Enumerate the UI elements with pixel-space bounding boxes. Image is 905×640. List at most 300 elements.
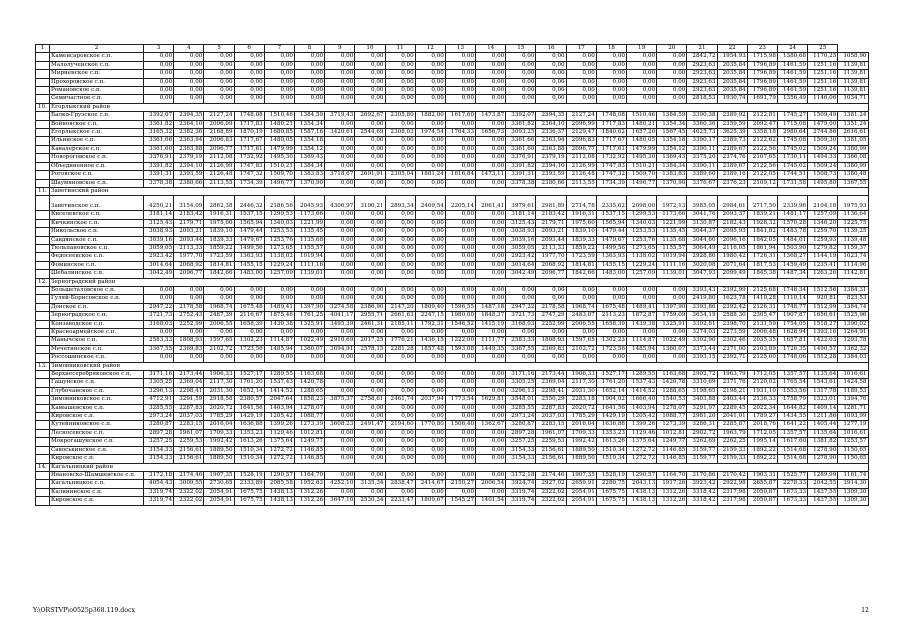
value-cell: 1312,26: [294, 488, 324, 496]
header-cell: 21: [687, 45, 717, 53]
value-cell: 1814,81: [566, 261, 596, 269]
value-cell: 2302,46: [717, 337, 747, 345]
value-cell: 0,00: [476, 236, 506, 244]
value-cell: 1730,11: [777, 154, 807, 162]
value-cell: 3378,38: [144, 179, 174, 187]
value-cell: 1146,85: [657, 446, 687, 454]
value-cell: 0,00: [264, 87, 294, 95]
value-cell: 2918,58: [204, 396, 234, 404]
value-cell: 0,00: [445, 429, 475, 437]
value-cell: 1354,12: [657, 145, 687, 153]
value-cell: 2170,42: [717, 471, 747, 479]
value-cell: 3274,03: [687, 329, 717, 337]
value-cell: 0,00: [355, 70, 385, 78]
value-cell: 2369,83: [174, 345, 204, 353]
value-cell: 1510,46: [627, 112, 657, 120]
value-cell: 3378,38: [506, 179, 536, 187]
value-cell: 1980,42: [717, 253, 747, 261]
value-cell: 2339,96: [777, 196, 807, 211]
value-cell: 3923,42: [687, 480, 717, 488]
value-cell: 3302,90: [687, 337, 717, 345]
value-cell: 2281,28: [385, 345, 415, 353]
table-row: [36, 329, 869, 337]
value-cell: 1975,60: [204, 219, 234, 227]
value-cell: 2308,03: [385, 129, 415, 137]
value-cell: 1381,05: [838, 137, 868, 145]
settlement-name: Романовское с.п.: [50, 87, 144, 95]
value-cell: 2955,71: [355, 312, 385, 320]
value-cell: 2530,34: [355, 497, 385, 505]
value-cell: 3038,93: [144, 228, 174, 236]
value-cell: 2717,50: [747, 196, 777, 211]
table-row: [36, 145, 869, 153]
value-cell: 1644,82: [777, 404, 807, 412]
value-cell: 0,00: [325, 371, 355, 379]
value-cell: 3376,91: [506, 154, 536, 162]
value-cell: 1479,67: [596, 236, 626, 244]
value-cell: 0,00: [385, 120, 415, 128]
value-cell: 0,00: [476, 219, 506, 227]
value-cell: 1744,51: [777, 171, 807, 179]
row-index-cell: [36, 87, 50, 95]
value-cell: 1159,37: [838, 244, 868, 252]
value-cell: 2037,94: [415, 396, 445, 404]
value-cell: 1748,34: [777, 286, 807, 294]
value-cell: 0,00: [476, 261, 506, 269]
value-cell: 1380,99: [838, 162, 868, 170]
value-cell: 1264,91: [838, 329, 868, 337]
value-cell: 2117,30: [566, 379, 596, 387]
value-cell: 0,00: [627, 87, 657, 95]
value-cell: 0,00: [144, 95, 174, 103]
value-cell: 1817,53: [747, 261, 777, 269]
value-cell: 0,00: [506, 286, 536, 294]
value-cell: 0,00: [445, 70, 475, 78]
value-cell: 1251,16: [808, 87, 838, 95]
value-cell: 2923,42: [144, 253, 174, 261]
row-index-cell: [36, 78, 50, 86]
value-cell: 1437,55: [808, 497, 838, 505]
value-cell: 1512,99: [808, 303, 838, 311]
value-cell: 2120,02: [747, 379, 777, 387]
value-cell: 1367,55: [838, 179, 868, 187]
value-cell: 1139,01: [294, 270, 324, 278]
value-cell: 2122,56: [747, 162, 777, 170]
district-name: Кагальницкий район: [50, 463, 869, 471]
value-cell: 1734,39: [234, 179, 264, 187]
value-cell: 2910,69: [325, 337, 355, 345]
row-index-cell: [36, 154, 50, 162]
settlement-name: Кутейниковское с.п.: [50, 421, 144, 429]
value-cell: 1974,54: [415, 129, 445, 137]
value-cell: 0,00: [445, 404, 475, 412]
value-cell: 0,00: [355, 137, 385, 145]
settlement-name: Савоськинское с.п.: [50, 446, 144, 454]
value-cell: 1312,26: [657, 488, 687, 496]
value-cell: 1135,64: [808, 371, 838, 379]
value-cell: 3168,03: [506, 320, 536, 328]
value-cell: 2136,33: [747, 396, 777, 404]
value-cell: 1135,64: [808, 429, 838, 437]
value-cell: 1657,81: [777, 337, 807, 345]
value-cell: 0,00: [325, 154, 355, 162]
value-cell: 2006,55: [566, 320, 596, 328]
value-cell: 1906,33: [566, 371, 596, 379]
value-cell: 0,00: [204, 78, 234, 86]
value-cell: 1848,37: [476, 312, 506, 320]
table-row: [36, 471, 869, 479]
value-cell: 1473,87: [476, 112, 506, 120]
table-row: [36, 497, 869, 505]
value-cell: 2371,76: [717, 379, 747, 387]
value-cell: 1390,02: [838, 320, 868, 328]
value-cell: 3390,17: [687, 137, 717, 145]
value-cell: 3694,91: [325, 345, 355, 353]
value-cell: 1508,73: [808, 171, 838, 179]
value-cell: 1363,93: [234, 253, 264, 261]
value-cell: 0,00: [355, 295, 385, 303]
value-cell: 1353,23: [596, 429, 626, 437]
header-cell: 16: [536, 45, 566, 53]
value-cell: 0,00: [536, 286, 566, 294]
value-cell: 1381,82: [808, 438, 838, 446]
value-cell: 0,00: [325, 87, 355, 95]
value-cell: 1732,92: [234, 154, 264, 162]
value-cell: 2020,72: [204, 404, 234, 412]
value-cell: 0,00: [627, 61, 657, 69]
settlement-name: Семичастное с.п.: [50, 95, 144, 103]
value-cell: 3393,43: [687, 286, 717, 294]
value-cell: 2150,27: [445, 480, 475, 488]
value-cell: 2092,47: [747, 120, 777, 128]
value-cell: 2317,98: [717, 497, 747, 505]
settlement-name: Манычское с.п.: [50, 337, 144, 345]
header-cell: 12: [415, 45, 445, 53]
row-index-cell: [36, 129, 50, 137]
value-cell: 0,00: [445, 219, 475, 227]
row-index-cell: [36, 396, 50, 404]
value-cell: 1839,10: [566, 228, 596, 236]
value-cell: 0,00: [476, 270, 506, 278]
value-cell: 2122,56: [747, 145, 777, 153]
value-cell: 2359,59: [717, 120, 747, 128]
row-index-cell: [36, 61, 50, 69]
value-cell: 4054,43: [144, 480, 174, 488]
value-cell: 0,00: [627, 95, 657, 103]
value-cell: 1278,90: [808, 446, 838, 454]
value-cell: 0,00: [415, 286, 445, 294]
value-cell: 1789,27: [747, 413, 777, 421]
value-cell: 2020,72: [566, 404, 596, 412]
table-row: [36, 396, 869, 404]
district-row: [36, 103, 869, 111]
value-cell: 1449,35: [476, 345, 506, 353]
value-cell: 1709,33: [204, 429, 234, 437]
value-cell: 1858,23: [294, 396, 324, 404]
header-cell: 2: [50, 45, 144, 53]
value-cell: 3154,33: [144, 446, 174, 454]
value-cell: 1299,53: [264, 211, 294, 219]
header-cell: 3: [144, 45, 174, 53]
value-cell: 1489,41: [627, 303, 657, 311]
value-cell: 1496,77: [264, 179, 294, 187]
value-cell: 1173,66: [294, 211, 324, 219]
value-cell: 2393,59: [174, 171, 204, 179]
value-cell: 0,00: [264, 329, 294, 337]
value-cell: 2973,24: [144, 413, 174, 421]
value-cell: 0,00: [445, 228, 475, 236]
value-cell: 0,00: [174, 354, 204, 362]
value-cell: 1129,46: [627, 429, 657, 437]
table-row: [36, 261, 869, 269]
value-cell: 1483,00: [234, 270, 264, 278]
value-cell: 3390,11: [687, 162, 717, 170]
value-cell: 1019,94: [294, 253, 324, 261]
row-index-cell: [36, 270, 50, 278]
header-cell: 23: [747, 45, 777, 53]
value-cell: 0,00: [415, 244, 445, 252]
settlement-name: Каменсаровское с.п.: [50, 53, 144, 61]
value-cell: 0,00: [415, 429, 445, 437]
value-cell: 3390,38: [687, 112, 717, 120]
value-cell: 2923,63: [687, 70, 717, 78]
value-cell: 3165,32: [144, 129, 174, 137]
value-cell: 2335,62: [596, 196, 626, 211]
table-row: [36, 137, 869, 145]
value-cell: 1351,24: [838, 120, 868, 128]
value-cell: 2280,75: [596, 480, 626, 488]
value-cell: 1839,33: [566, 236, 596, 244]
header-cell: 25: [808, 45, 838, 53]
value-cell: 3159,77: [687, 455, 717, 463]
value-cell: 2147,20: [385, 303, 415, 311]
value-cell: 1170,25: [808, 53, 838, 61]
value-cell: 1393,16: [808, 329, 838, 337]
value-cell: 1565,94: [234, 219, 264, 227]
value-cell: 2369,83: [536, 345, 566, 353]
value-cell: 0,00: [476, 137, 506, 145]
value-cell: 1906,33: [204, 371, 234, 379]
value-cell: 1438,13: [627, 488, 657, 496]
value-cell: 1712,05: [747, 371, 777, 379]
value-cell: 0,00: [264, 70, 294, 78]
value-cell: 0,00: [325, 162, 355, 170]
header-cell: 10: [355, 45, 385, 53]
value-cell: 0,00: [445, 354, 475, 362]
value-cell: 2098,00: [627, 196, 657, 211]
value-cell: 2461,31: [355, 320, 385, 328]
value-cell: 1977,70: [536, 253, 566, 261]
value-cell: 1357,57: [777, 371, 807, 379]
value-cell: 1485,94: [264, 345, 294, 353]
value-cell: 2126,99: [566, 162, 596, 170]
value-cell: 0,00: [355, 53, 385, 61]
value-cell: 1839,10: [204, 228, 234, 236]
value-cell: 0,00: [445, 413, 475, 421]
value-cell: 3125,43: [144, 219, 174, 227]
value-cell: 3391,31: [144, 171, 174, 179]
value-cell: 1487,18: [476, 303, 506, 311]
table-row: [36, 379, 869, 387]
value-cell: 2054,91: [566, 488, 596, 496]
value-cell: 0,00: [264, 95, 294, 103]
value-cell: 2035,84: [717, 70, 747, 78]
value-cell: 1093,99: [838, 413, 868, 421]
value-cell: 1975,60: [566, 219, 596, 227]
value-cell: 0,00: [385, 354, 415, 362]
value-cell: 3361,66: [506, 137, 536, 145]
value-cell: 1150,65: [838, 455, 868, 463]
value-cell: 2113,55: [566, 179, 596, 187]
value-cell: 0,00: [174, 87, 204, 95]
value-cell: 0,00: [476, 87, 506, 95]
value-cell: 3367,55: [506, 345, 536, 353]
value-cell: 0,00: [445, 455, 475, 463]
value-cell: 2973,24: [506, 413, 536, 421]
value-cell: 1691,79: [747, 95, 777, 103]
value-cell: 0,00: [144, 61, 174, 69]
value-cell: 0,00: [476, 387, 506, 395]
value-cell: 1675,75: [234, 497, 264, 505]
value-cell: 0,00: [476, 286, 506, 294]
value-cell: 1484,01: [777, 236, 807, 244]
value-cell: 2096,16: [717, 236, 747, 244]
value-cell: 3361,82: [144, 120, 174, 128]
value-cell: 1420,78: [657, 379, 687, 387]
settlement-name: Россошинское с.п.: [50, 354, 144, 362]
value-cell: 0,00: [385, 404, 415, 412]
value-cell: 1354,18: [294, 137, 324, 145]
value-cell: 1362,67: [476, 421, 506, 429]
value-cell: 0,00: [657, 87, 687, 95]
value-cell: 3291,97: [687, 404, 717, 412]
row-index-cell: [36, 345, 50, 353]
value-cell: 1414,52: [627, 387, 657, 395]
row-index-cell: [36, 253, 50, 261]
settlement-name: Кировское с.п.: [50, 455, 144, 463]
value-cell: 1842,66: [566, 270, 596, 278]
value-cell: 3390,11: [687, 145, 717, 153]
value-cell: 1796,89: [747, 87, 777, 95]
value-cell: 0,00: [355, 236, 385, 244]
value-cell: 0,00: [355, 228, 385, 236]
value-cell: 2374,76: [717, 154, 747, 162]
value-cell: 0,00: [385, 154, 415, 162]
value-cell: 1139,25: [838, 228, 868, 236]
value-cell: 1293,78: [838, 337, 868, 345]
value-cell: 1518,27: [808, 320, 838, 328]
value-cell: 0,00: [415, 70, 445, 78]
value-cell: 1461,59: [777, 61, 807, 69]
value-cell: 3420,61: [325, 129, 355, 137]
value-cell: 2174,46: [536, 471, 566, 479]
value-cell: 1903,31: [747, 471, 777, 479]
settlement-name: Гуляй-Борисовское с.п.: [50, 295, 144, 303]
value-cell: 1278,07: [294, 404, 324, 412]
file-path: Y:\ORSTVP\o0525p368.119.docx: [33, 607, 135, 614]
table-row: [36, 387, 869, 395]
value-cell: 2389,67: [717, 162, 747, 170]
value-cell: 0,00: [657, 61, 687, 69]
value-cell: 0,00: [355, 329, 385, 337]
value-cell: 1354,34: [294, 120, 324, 128]
value-cell: 0,00: [385, 87, 415, 95]
value-cell: 0,00: [294, 61, 324, 69]
value-cell: 1088,77: [294, 413, 324, 421]
value-cell: 1509,70: [627, 171, 657, 179]
value-cell: 3375,20: [687, 154, 717, 162]
value-cell: 2127,24: [204, 112, 234, 120]
value-cell: 3038,93: [506, 228, 536, 236]
district-name: Зерноградский район: [50, 278, 869, 286]
value-cell: 2096,83: [566, 137, 596, 145]
value-cell: 1135,68: [294, 236, 324, 244]
value-cell: 1717,67: [596, 137, 626, 145]
value-cell: 0,00: [415, 446, 445, 454]
value-cell: 2198,21: [717, 387, 747, 395]
table-row: [36, 162, 869, 170]
value-cell: 1273,65: [627, 244, 657, 252]
table-row: [36, 171, 869, 179]
value-cell: 0,00: [415, 488, 445, 496]
value-cell: 1164,70: [294, 471, 324, 479]
value-cell: 0,00: [174, 53, 204, 61]
value-cell: 1273,39: [657, 421, 687, 429]
value-cell: 0,00: [415, 438, 445, 446]
value-cell: 0,00: [325, 53, 355, 61]
value-cell: 3064,49: [687, 244, 717, 252]
value-cell: 3154,33: [144, 455, 174, 463]
value-cell: 1875,46: [264, 312, 294, 320]
value-cell: 0,00: [476, 78, 506, 86]
value-cell: 1461,59: [777, 78, 807, 86]
header-cell: 6: [234, 45, 264, 53]
value-cell: 0,00: [385, 429, 415, 437]
value-cell: 1587,16: [294, 129, 324, 137]
value-cell: 2093,21: [536, 228, 566, 236]
row-index-cell: [36, 219, 50, 227]
value-cell: 1892,22: [747, 446, 777, 454]
value-cell: 2363,94: [174, 137, 204, 145]
value-cell: 0,00: [596, 87, 626, 95]
value-cell: 1861,94: [747, 244, 777, 252]
value-cell: 3403,88: [687, 396, 717, 404]
value-cell: 1914,30: [838, 480, 868, 488]
table-row: [36, 303, 869, 311]
value-cell: 3257,25: [144, 438, 174, 446]
value-cell: 1916,31: [204, 211, 234, 219]
value-cell: 1163,68: [657, 371, 687, 379]
value-cell: 1809,40: [415, 303, 445, 311]
value-cell: 0,00: [445, 329, 475, 337]
value-cell: 1438,13: [264, 497, 294, 505]
value-cell: 2173,44: [174, 371, 204, 379]
value-cell: 1384,59: [294, 112, 324, 120]
value-cell: 1142,81: [838, 270, 868, 278]
value-cell: 1546,52: [445, 320, 475, 328]
value-cell: 1302,23: [596, 337, 626, 345]
value-cell: 1745,08: [777, 137, 807, 145]
value-cell: 2371,00: [717, 345, 747, 353]
value-cell: 1961,07: [174, 429, 204, 437]
value-cell: 0,00: [657, 354, 687, 362]
value-cell: 1354,18: [657, 137, 687, 145]
value-cell: 1796,89: [747, 70, 777, 78]
value-cell: 2068,92: [174, 261, 204, 269]
row-index-cell: [36, 244, 50, 252]
value-cell: 3190,21: [355, 196, 385, 211]
value-cell: 1545,27: [445, 497, 475, 505]
